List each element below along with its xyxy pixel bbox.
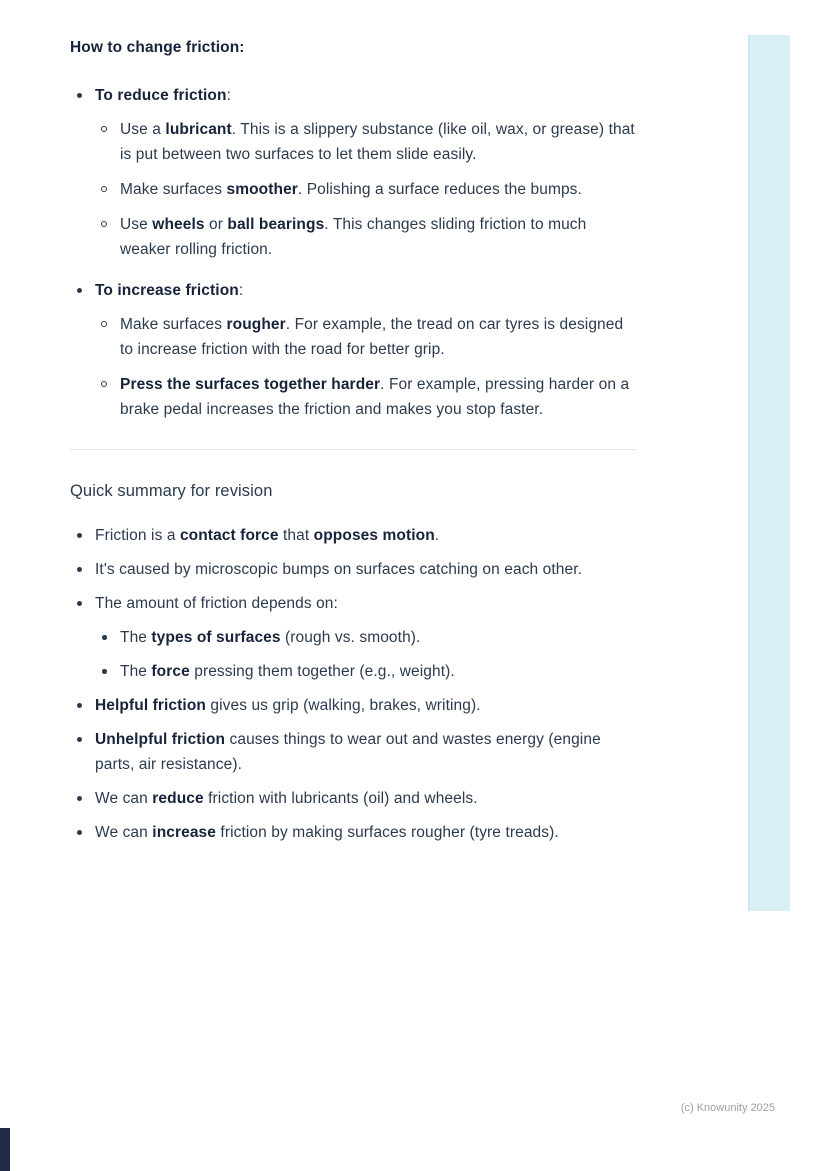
sub-bullet-types-of-surfaces bbox=[95, 625, 636, 650]
summary-bullet-microscopic-bumps bbox=[70, 557, 636, 582]
summary-bullet-unhelpful-friction bbox=[70, 727, 636, 777]
sub-bullet-rougher bbox=[95, 312, 636, 362]
copyright-text: (c) Knowunity 2025 bbox=[680, 1102, 775, 1114]
sub-bullet-text: Make surfaces smoother. Polishing a surface reduces the bumps. bbox=[120, 181, 582, 198]
sub-bullet-wheels-bearings bbox=[95, 212, 636, 262]
sub-bullet-press-harder bbox=[95, 372, 636, 422]
heading-quick-summary: Quick summary for revision bbox=[70, 482, 273, 500]
bullet-text: The amount of friction depends on: bbox=[95, 595, 338, 612]
bullet-text: To reduce friction: bbox=[95, 87, 231, 104]
heading-how-to-change-friction: How to change friction: bbox=[70, 39, 245, 56]
reduce-friction-sublist bbox=[95, 117, 636, 262]
summary-bullet-increase bbox=[70, 820, 636, 845]
sub-bullet-smoother bbox=[95, 177, 636, 202]
sub-bullet-text: Make surfaces rougher. For example, the tread on car tyres is designed to increase friction with the road for better grip. bbox=[120, 316, 624, 358]
change-friction-list bbox=[70, 83, 636, 422]
depends-on-sublist bbox=[95, 625, 636, 684]
sub-bullet-text: The types of surfaces (rough vs. smooth). bbox=[120, 629, 421, 646]
bullet-text: To increase friction: bbox=[95, 282, 244, 299]
summary-bullet-helpful-friction bbox=[70, 693, 636, 718]
bullet-text: We can reduce friction with lubricants (oil) and wheels. bbox=[95, 790, 478, 807]
sub-bullet-lubricant bbox=[95, 117, 636, 167]
bullet-text: Unhelpful friction causes things to wear out and wastes energy (engine parts, air resistance). bbox=[95, 731, 601, 773]
sub-bullet-text: Use a lubricant. This is a slippery substance (like oil, wax, or grease) that is put between two surfaces to let them slide easily. bbox=[120, 121, 635, 163]
section-divider bbox=[70, 449, 636, 450]
right-accent-bar bbox=[748, 35, 790, 911]
bullet-increase-friction bbox=[70, 278, 636, 422]
bullet-text: We can increase friction by making surfaces rougher (tyre treads). bbox=[95, 824, 559, 841]
sub-bullet-text: The force pressing them together (e.g., weight). bbox=[120, 663, 455, 680]
increase-friction-sublist bbox=[95, 312, 636, 422]
bullet-text: Friction is a contact force that opposes motion. bbox=[95, 527, 440, 544]
summary-bullet-depends-on bbox=[70, 591, 636, 684]
bullet-text: It's caused by microscopic bumps on surfaces catching on each other. bbox=[95, 561, 583, 578]
bullet-text: Helpful friction gives us grip (walking, brakes, writing). bbox=[95, 697, 481, 714]
sub-bullet-text: Press the surfaces together harder. For example, pressing harder on a brake pedal increases the friction and makes you stop faster. bbox=[120, 376, 630, 418]
bottom-left-accent-bar bbox=[0, 1128, 10, 1171]
sub-bullet-text: Use wheels or ball bearings. This changes sliding friction to much weaker rolling friction. bbox=[120, 216, 587, 258]
document-content bbox=[70, 36, 636, 854]
summary-bullet-contact-force bbox=[70, 523, 636, 548]
summary-bullet-reduce bbox=[70, 786, 636, 811]
summary-list bbox=[70, 523, 636, 845]
bullet-reduce-friction bbox=[70, 83, 636, 262]
sub-bullet-force-pressing bbox=[95, 659, 636, 684]
